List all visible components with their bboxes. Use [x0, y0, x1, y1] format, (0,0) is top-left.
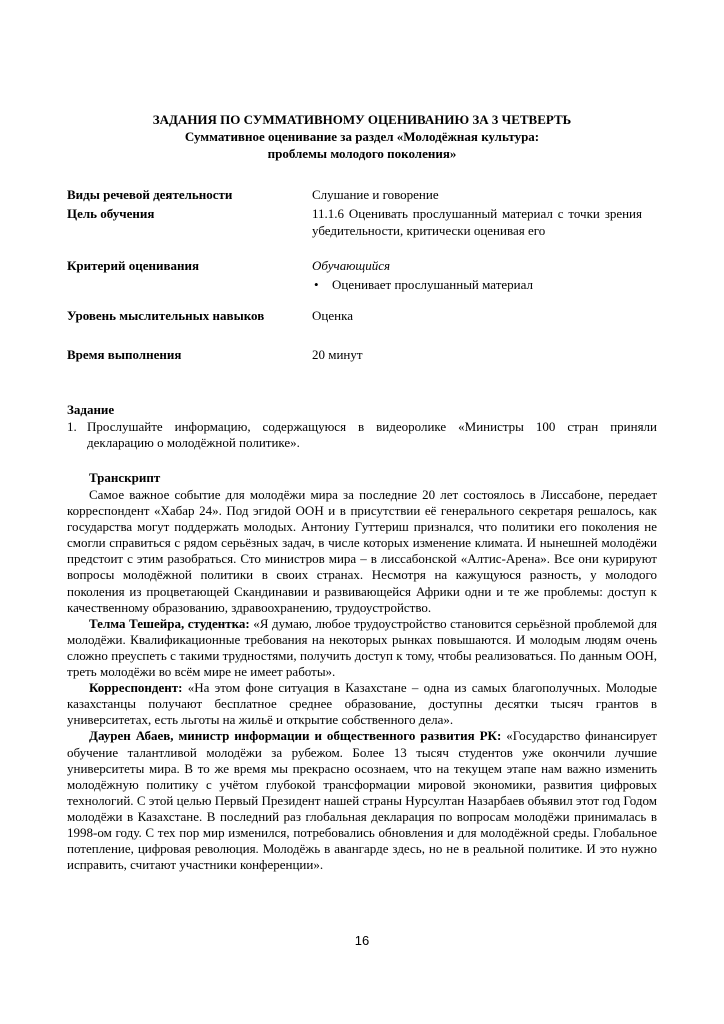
criterion-bullet: • Оценивает прослушанный материал	[312, 276, 642, 293]
time-label: Время выполнения	[67, 347, 182, 362]
level-value: Оценка	[312, 308, 353, 323]
time-value: 20 минут	[312, 347, 363, 362]
speaker-name: Даурен Абаев, министр информации и общественного развития РК:	[89, 728, 502, 744]
document-subtitle-line2: проблемы молодого поколения»	[267, 146, 457, 161]
document-subtitle-line1: Суммативное оценивание за раздел «Молодёжная культура:	[184, 129, 540, 144]
transcript-paragraph-3	[67, 680, 657, 728]
speaker-name: Корреспондент:	[89, 680, 183, 696]
task-item	[67, 419, 657, 451]
activity-value: Слушание и говорение	[312, 187, 439, 202]
transcript-paragraph-2	[67, 616, 657, 680]
task-text: Прослушайте информацию, содержащуюся в видеоролике «Министры 100 стран приняли декларацию о молодёжной политике».	[87, 419, 657, 450]
goal-label: Цель обучения	[67, 206, 155, 221]
level-label: Уровень мыслительных навыков	[67, 308, 265, 323]
task-heading: Задание	[67, 402, 115, 417]
criterion-label: Критерий оценивания	[67, 258, 200, 273]
transcript-paragraph-1: Самое важное событие для молодёжи мира за последние 20 лет состоялось в Лиссабоне, передает корреспондент «Хабар 24». Под эгидой ООН и в присутствии её генерального секретаря решалось, как государства могут поддержать молодых. Антониу Гуттериш признался, что политики его поколения не смогли справиться с рядом серьёзных задач, в числе которых изменение климата. И нынешней молодёжи предстоит с этим разобраться. Сто министров мира – в лиссабонской «Алтис-Арена». Все они курируют вопросы молодёжной политики в своих странах. Несмотря на кажущуюся разность, у молодого поколения из процветающей Скандинавии и развивающейся Африки одни и те же проблемы: доступ к качественному образованию, здравоохранению, трудоустройство.	[67, 487, 657, 615]
criterion-intro: Обучающийся	[312, 258, 391, 273]
transcript-heading: Транскрипт	[89, 470, 161, 485]
task-number: 1.	[67, 419, 77, 434]
document-title: ЗАДАНИЯ ПО СУММАТИВНОМУ ОЦЕНИВАНИЮ ЗА 3 ЧЕТВЕРТЬ	[152, 112, 572, 127]
transcript-paragraph-4	[67, 728, 657, 873]
transcript-body	[67, 487, 657, 873]
speaker-name: Телма Тешейра, студентка:	[89, 615, 250, 631]
speaker-quote: «На этом фоне ситуация в Казахстане – одна из самых благополучных. Молодые казахстанцы получают бесплатное среднее образование, доступны десятки тысяч грантов в университетах, есть льготы на жильё и открытие собственного дела».	[67, 680, 657, 728]
activity-label: Виды речевой деятельности	[67, 187, 233, 202]
speaker-quote: «Государство финансирует обучение талантливой молодёжи за рубежом. Более 13 тысяч студентов уже окончили лучшие университеты мира. В то же время мы прекрасно осознаем, что на текущем этапе нам важно изменить молодёжную политику с учётом глубокой трансформации мировой экономики, развития цифровых технологий. С этой целью Первый Президент нашей страны Нурсултан Назарбаев объявил этот год Годом молодёжи в Казахстане. В последний раз глобальная декларация по вопросам молодёжи принималась в 1998-ом году. С тех пор мир изменился, потребовались обновления и для молодёжной среды. Глобальное потепление, цифровая революция. Молодёжь в авангарде здесь, но не в реальной политике. И это нужно исправить, считают участники конференции».	[67, 728, 657, 873]
goal-value: 11.1.6 Оценивать прослушанный материал с точки зрения убедительности, критически оценивая его	[312, 206, 642, 238]
speaker-quote: «Я думаю, любое трудоустройство становится серьёзной проблемой для молодёжи. Квалификационные требования на некоторых рынках повышаются. И молодым людям очень сложно преуспеть с такими трудностями, получить доступ к тому, чтобы реализоваться. По данным ООН, треть молодёжи во всём мире не имеет работы».	[67, 615, 657, 680]
page-number: 16	[354, 933, 370, 948]
criterion-value	[312, 257, 642, 293]
